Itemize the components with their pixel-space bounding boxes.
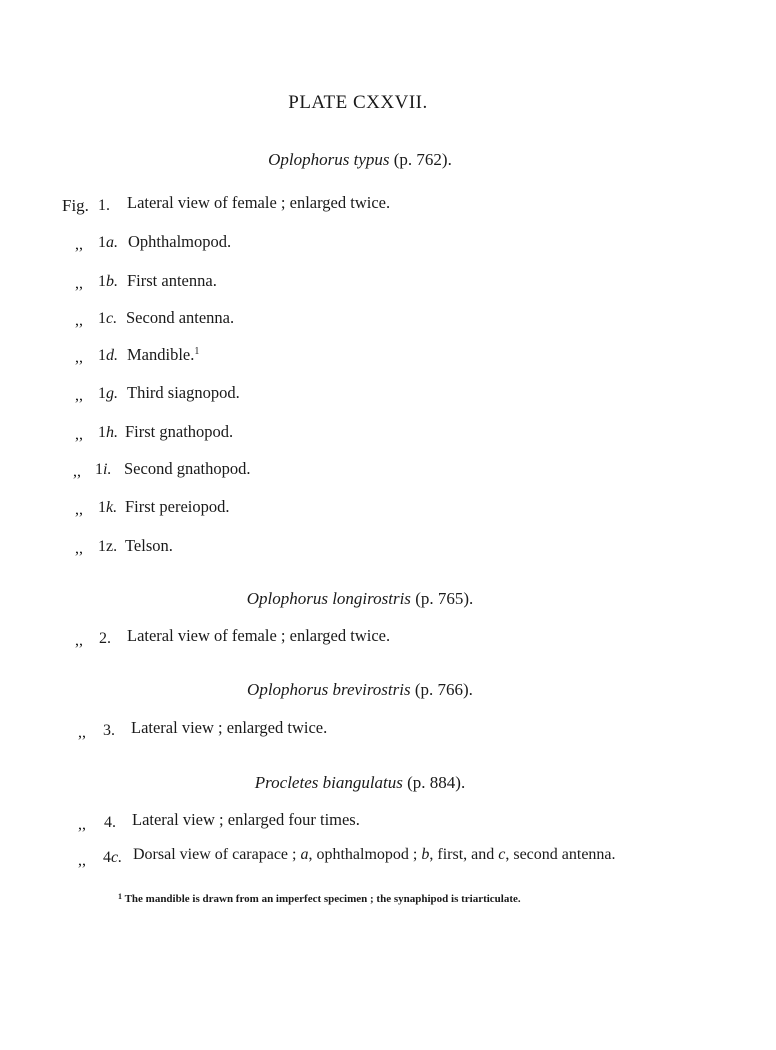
caption-letter-a: a bbox=[300, 846, 309, 863]
ditto-mark: ,, bbox=[75, 632, 83, 649]
fig-caption: Ophthalmopod. bbox=[128, 232, 232, 251]
fig-letter: b. bbox=[106, 273, 118, 290]
fig-number: 4 bbox=[103, 849, 111, 866]
fig-letter: d. bbox=[106, 347, 118, 364]
section-heading-procletes-biangulatus bbox=[0, 773, 720, 793]
ditto-mark: ,, bbox=[75, 236, 83, 253]
section-heading-oplophorus-brevirostris bbox=[0, 680, 720, 700]
fig-letter: a. bbox=[106, 234, 118, 251]
ditto-mark: ,, bbox=[78, 724, 86, 741]
plate-title: PLATE CXXVII. bbox=[288, 92, 428, 113]
ditto-mark: ,, bbox=[75, 312, 83, 329]
ditto-mark: ,, bbox=[75, 501, 83, 518]
fig-caption: Lateral view of female ; enlarged twice. bbox=[127, 626, 391, 645]
page-ref: (p. 765). bbox=[415, 589, 474, 608]
fig-letter: i. bbox=[103, 461, 112, 478]
caption-part: , second antenna. bbox=[505, 846, 616, 863]
page-ref: (p. 884). bbox=[407, 773, 466, 792]
fig-number: 1 bbox=[95, 461, 103, 478]
section-heading-oplophorus-typus bbox=[0, 150, 720, 170]
fig-caption: Second gnathopod. bbox=[124, 459, 251, 478]
footnote-ref: 1 bbox=[194, 346, 200, 357]
ditto-mark: ,, bbox=[75, 387, 83, 404]
caption-part: , first, and bbox=[429, 846, 499, 863]
fig-number: 1. bbox=[98, 197, 110, 214]
footnote-mark: 1 bbox=[118, 892, 122, 901]
fig-number: 2. bbox=[99, 630, 111, 647]
fig-letter: c. bbox=[111, 849, 123, 866]
ditto-mark: ,, bbox=[78, 852, 86, 869]
species-name: Oplophorus longirostris bbox=[246, 589, 411, 608]
species-name: Procletes biangulatus bbox=[254, 773, 403, 792]
page-ref: (p. 766). bbox=[414, 680, 473, 699]
fig-prefix: Fig. bbox=[62, 196, 89, 215]
footnote bbox=[118, 892, 521, 905]
ditto-mark: ,, bbox=[73, 463, 81, 480]
fig-caption: Third siagnopod. bbox=[127, 383, 240, 402]
ditto-mark: ,, bbox=[75, 426, 83, 443]
fig-caption: Second antenna. bbox=[126, 308, 235, 327]
fig-caption: First pereiopod. bbox=[125, 497, 230, 516]
page-ref: (p. 762). bbox=[393, 150, 452, 169]
fig-letter: h. bbox=[106, 424, 118, 441]
fig-number: 1 bbox=[98, 424, 106, 441]
fig-caption bbox=[133, 846, 616, 864]
species-name: Oplophorus brevirostris bbox=[247, 680, 411, 699]
fig-caption: Lateral view of female ; enlarged twice. bbox=[127, 193, 391, 212]
caption-part: , ophthalmopod ; bbox=[308, 846, 422, 863]
fig-number: 3. bbox=[103, 722, 115, 739]
fig-number: 1 bbox=[98, 347, 106, 364]
fig-number: 1 bbox=[98, 234, 106, 251]
fig-number: 1z. bbox=[98, 538, 118, 555]
caption-letter-b: b bbox=[421, 846, 430, 863]
ditto-mark: ,, bbox=[78, 816, 86, 833]
fig-number: 4. bbox=[104, 814, 116, 831]
caption-letter-c: c bbox=[498, 846, 506, 863]
fig-letter: c. bbox=[106, 310, 118, 327]
caption-part: Dorsal view of carapace ; bbox=[133, 846, 301, 863]
fig-caption: Lateral view ; enlarged twice. bbox=[131, 718, 328, 737]
fig-number: 1 bbox=[98, 310, 106, 327]
fig-number: 1 bbox=[98, 385, 106, 402]
ditto-mark: ,, bbox=[75, 275, 83, 292]
fig-number: 1 bbox=[98, 499, 106, 516]
section-heading-oplophorus-longirostris bbox=[0, 589, 720, 609]
fig-caption: Lateral view ; enlarged four times. bbox=[132, 810, 360, 829]
fig-number: 1 bbox=[98, 273, 106, 290]
fig-caption: Mandible. bbox=[127, 345, 195, 364]
ditto-mark: ,, bbox=[75, 349, 83, 366]
fig-letter: k. bbox=[106, 499, 118, 516]
fig-caption: Telson. bbox=[125, 536, 173, 555]
fig-caption: First gnathopod. bbox=[125, 422, 234, 441]
species-name: Oplophorus typus bbox=[268, 150, 390, 169]
fig-caption: First antenna. bbox=[127, 271, 217, 290]
footnote-text: The mandible is drawn from an imperfect specimen ; the synaphipod is triarticulate. bbox=[124, 893, 521, 905]
ditto-mark: ,, bbox=[75, 540, 83, 557]
fig-letter: g. bbox=[106, 385, 118, 402]
